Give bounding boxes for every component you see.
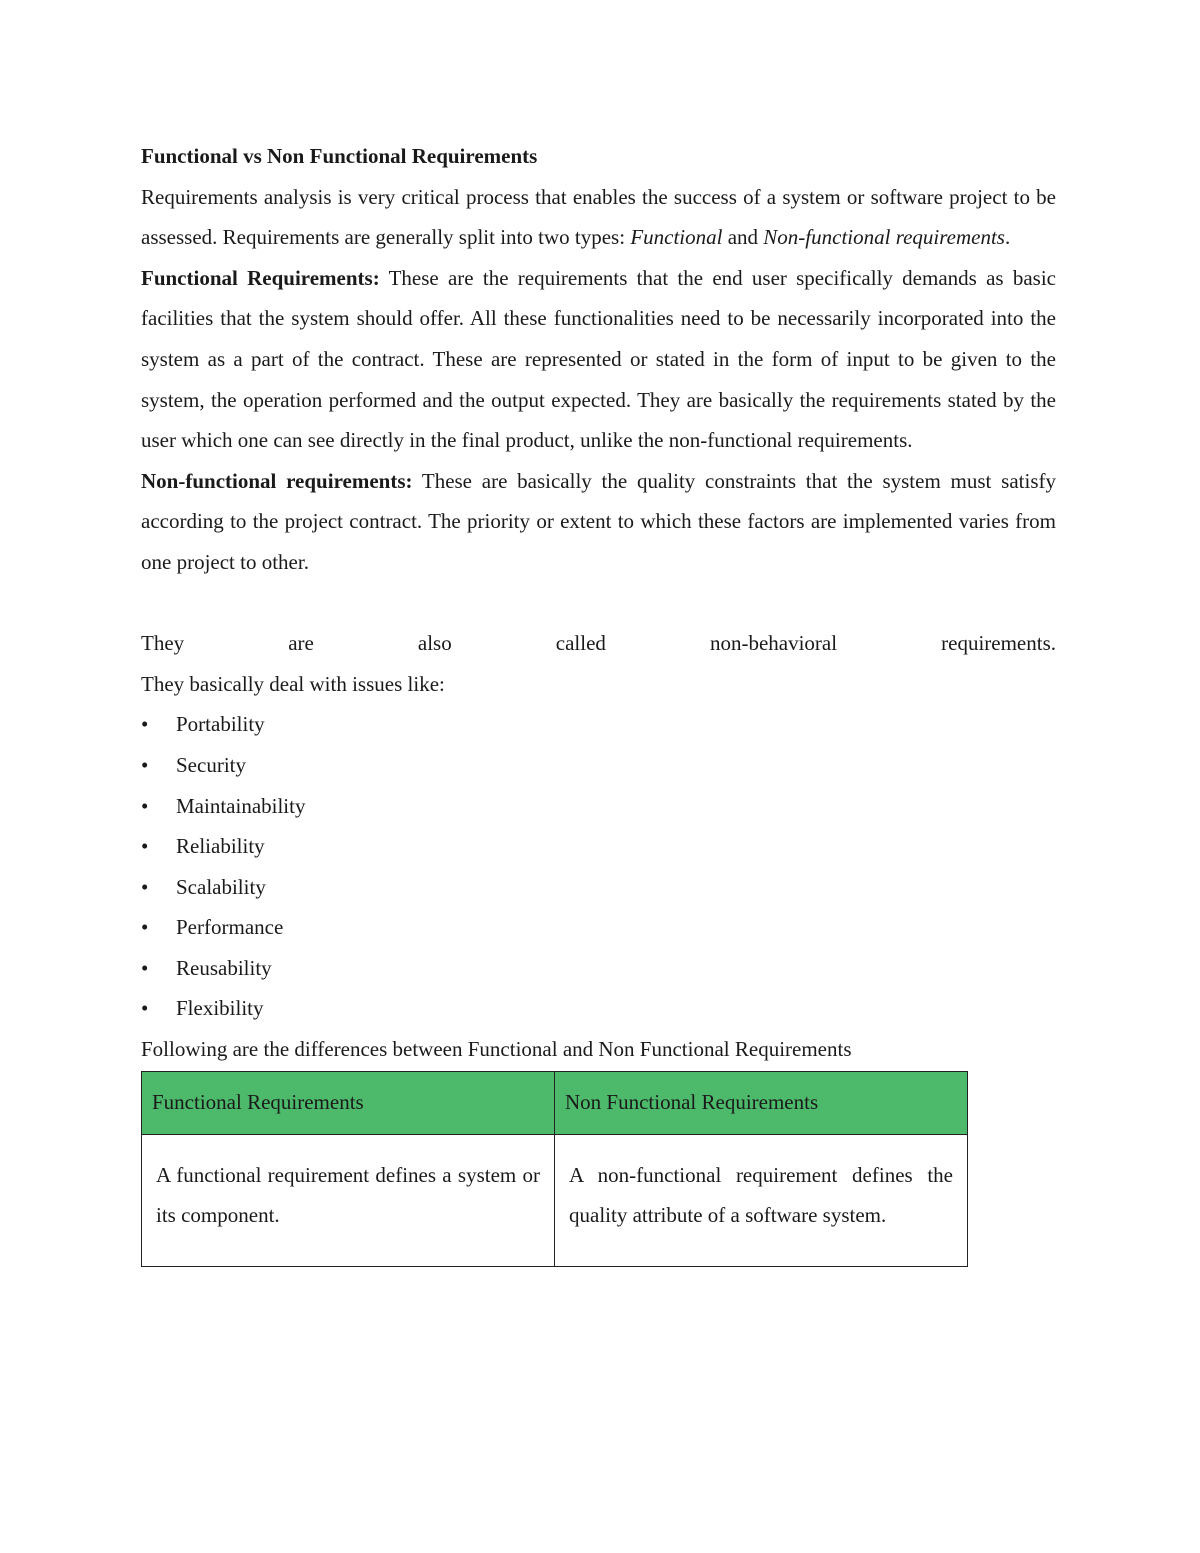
bullet-icon: • <box>141 955 149 980</box>
table-cell-functional: A functional requirement defines a system or its component. <box>142 1134 555 1266</box>
differences-intro: Following are the differences between Functional and Non Functional Requirements <box>141 1037 852 1062</box>
list-item <box>141 948 1056 989</box>
list-item-label: Scalability <box>176 874 266 899</box>
list-item-label: Reusability <box>176 955 272 980</box>
blank-line <box>141 583 1056 624</box>
bullet-icon: • <box>141 793 149 818</box>
intro-text: Requirements analysis is very critical process that enables the success of a system or software project to be assessed. Requirements are generally split into two types: <box>141 184 1056 250</box>
list-item <box>141 907 1056 948</box>
table-row <box>142 1134 968 1266</box>
nonfunctional-label: Non-functional requirements: <box>141 468 413 493</box>
bullet-icon: • <box>141 996 149 1021</box>
nonfunctional-paragraph <box>141 461 1056 583</box>
table-header-row <box>142 1071 968 1134</box>
list-item <box>141 826 1056 867</box>
intro-emphasis-nonfunctional: Non-functional requirements <box>763 225 1005 250</box>
list-item-label: Flexibility <box>176 996 264 1021</box>
intro-end: . <box>1004 225 1011 250</box>
functional-text: These are the requirements that the end user specifically demands as basic facilities that the system should offer. All these functionalities need to be necessarily incorporated into the system as a part of the contract. These are represented or stated in the form of input to be given to the system, the operation performed and the output expected. They are basically the requirements stated by the user which one can see directly in the final product, unlike the non-functional requirements. <box>141 265 1056 453</box>
issues-list <box>141 704 1056 1029</box>
document-page <box>141 136 1056 1267</box>
list-item-label: Portability <box>176 712 265 737</box>
list-item-label: Maintainability <box>176 793 306 818</box>
table-header-functional: Functional Requirements <box>142 1071 555 1134</box>
list-item <box>141 704 1056 745</box>
table-header-nonfunctional: Non Functional Requirements <box>555 1071 968 1134</box>
table-cell-nonfunctional: A non-functional requirement defines the quality attribute of a software system. <box>555 1134 968 1266</box>
intro-and: and <box>722 225 764 250</box>
list-item-label: Security <box>176 752 246 777</box>
list-item <box>141 867 1056 908</box>
bullet-icon: • <box>141 915 149 940</box>
list-item-label: Reliability <box>176 834 265 859</box>
list-item <box>141 988 1056 1029</box>
document-title: Functional vs Non Functional Requirements <box>141 144 538 168</box>
bullet-icon: • <box>141 874 149 899</box>
bullet-icon: • <box>141 752 149 777</box>
list-item <box>141 786 1056 827</box>
intro-emphasis-functional: Functional <box>630 225 723 250</box>
functional-label: Functional Requirements: <box>141 265 380 290</box>
intro-paragraph <box>141 177 1056 258</box>
deal-with-line: They basically deal with issues like: <box>141 671 445 696</box>
bullet-icon: • <box>141 712 149 737</box>
functional-paragraph <box>141 258 1056 461</box>
nonfunctional-text: These are basically the quality constraints that the system must satisfy according to the project contract. The priority or extent to which these factors are implemented varies from one project to other. <box>141 468 1056 574</box>
list-item-label: Performance <box>176 915 284 940</box>
differences-table <box>141 1071 968 1267</box>
also-called-line: They are also called non-behavioral requirements. <box>141 631 1056 656</box>
bullet-icon: • <box>141 834 149 859</box>
list-item <box>141 745 1056 786</box>
